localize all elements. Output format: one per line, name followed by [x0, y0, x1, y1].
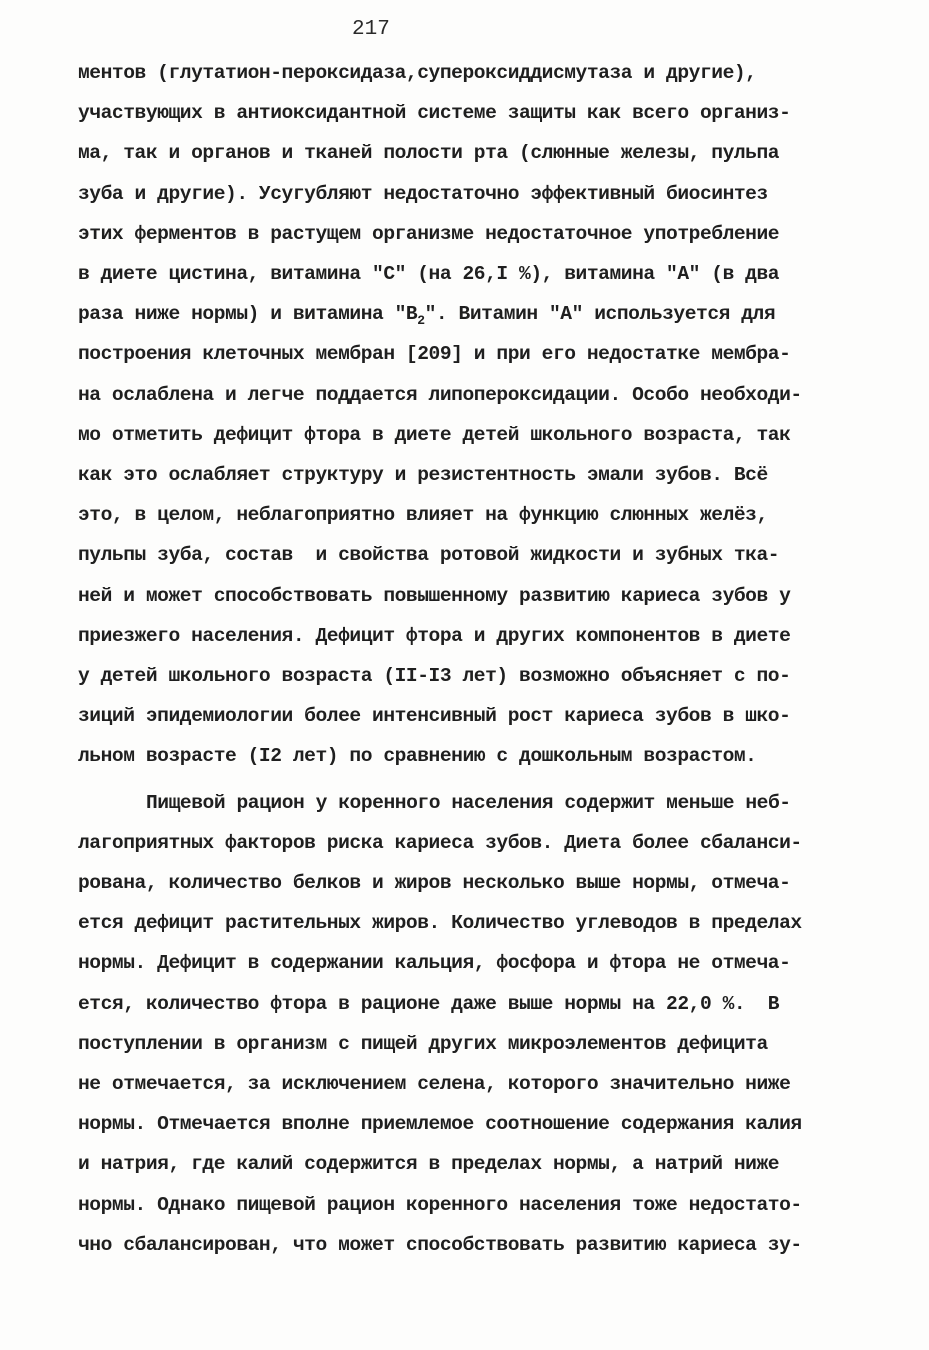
line-text: ется дефицит растительных жиров. Количество углеводов в пределах: [78, 912, 802, 935]
line-text: нормы. Отмечается вполне приемлемое соотношение содержания калия: [78, 1113, 802, 1136]
line-text: этих ферментов в растущем организме недостаточное употребление: [78, 222, 780, 245]
line-text: в диете цистина, витамина "С" (на 26,I %), витамина "А" (в два: [78, 263, 780, 285]
text-line: [78, 98, 790, 128]
text-line: [78, 989, 779, 1019]
text-line: [78, 621, 790, 651]
text-line: [78, 299, 775, 329]
text-line: [78, 741, 757, 771]
line-text: мо отметить дефицит фтора в диете детей школьного возраста, так: [78, 423, 791, 446]
text-line: [78, 908, 802, 938]
text-line: [78, 380, 802, 410]
text-line: [78, 661, 790, 691]
subscript: 2: [417, 313, 425, 329]
text-line: [78, 868, 790, 898]
text-line: [78, 420, 790, 450]
text-line: [78, 1069, 790, 1099]
line-text: не отмечается, за исключением селена, которого значительно ниже: [78, 1073, 791, 1095]
line-text: ма, так и органов и тканей полости рта (слюнные железы, пульпа: [78, 142, 780, 165]
line-text-continued: ". Витамин "А" используется для: [424, 303, 776, 326]
line-text: нормы. Дефицит в содержании кальция, фосфора и фтора не отмеча-: [78, 952, 791, 975]
line-text: ментов (глутатион-пероксидаза,супероксиддисмутаза и другие),: [78, 62, 757, 84]
text-line: [78, 339, 790, 369]
line-text: построения клеточных мембран [209] и при его недостатке мембра-: [78, 343, 791, 366]
line-text: зиций эпидемиологии более интенсивный рост кариеса зубов в шко-: [78, 705, 791, 728]
line-text: Пищевой рацион у коренного населения содержит меньше неб-: [146, 791, 791, 814]
text-line: [78, 581, 790, 611]
text-line: [78, 58, 757, 88]
line-text: и натрия, где калий содержится в пределах нормы, а натрий ниже: [78, 1153, 780, 1176]
text-line: [78, 138, 779, 168]
line-text: ется, количество фтора в рационе даже выше нормы на 22,0 %. В: [78, 992, 780, 1015]
line-text: на ослаблена и легче поддается липопероксидации. Особо необходи-: [78, 383, 802, 406]
text-line: [78, 540, 779, 570]
line-text: чно сбалансирован, что может способствовать развитию кариеса зу-: [78, 1233, 802, 1256]
line-text: поступлении в организм с пищей других микроэлементов дефицита: [78, 1032, 768, 1055]
line-text: лагоприятных факторов риска кариеса зубов. Диета более сбаланси-: [78, 831, 802, 854]
line-text: нормы. Однако пищевой рацион коренного населения тоже недостато-: [78, 1193, 802, 1216]
text-line: [78, 1230, 802, 1260]
line-text: рована, количество белков и жиров несколько выше нормы, отмеча-: [78, 872, 791, 894]
text-line: [78, 500, 768, 530]
text-line: [78, 701, 790, 731]
text-line: [78, 179, 768, 209]
line-text: участвующих в антиоксидантной системе защиты как всего организ-: [78, 102, 791, 125]
line-text: это, в целом, неблагоприятно влияет на функцию слюнных желёз,: [78, 504, 768, 527]
line-text: у детей школьного возраста (II-I3 лет) возможно объясняет с по-: [78, 665, 791, 687]
text-line: [78, 948, 790, 978]
text-line: [78, 219, 779, 249]
line-text: зуба и другие). Усугубляют недостаточно эффективный биосинтез: [78, 182, 768, 205]
text-line: [146, 788, 791, 818]
text-line: [78, 1149, 779, 1179]
line-text: пульпы зуба, состав и свойства ротовой жидкости и зубных тка-: [78, 544, 780, 567]
page-number: 217: [352, 18, 390, 41]
text-line: [78, 828, 802, 858]
line-text: раза ниже нормы) и витамина "В: [78, 303, 418, 326]
line-text: как это ослабляет структуру и резистентность эмали зубов. Всё: [78, 464, 768, 486]
text-line: [78, 1109, 802, 1139]
line-text: ней и может способствовать повышенному развитию кариеса зубов у: [78, 584, 791, 607]
text-line: [78, 1029, 768, 1059]
text-line: [78, 259, 779, 289]
line-text: приезжего населения. Дефицит фтора и других компонентов в диете: [78, 624, 791, 647]
line-text: льном возрасте (I2 лет) по сравнению с дошкольным возрастом.: [78, 745, 757, 768]
text-line: [78, 1190, 802, 1220]
text-line: [78, 460, 768, 490]
